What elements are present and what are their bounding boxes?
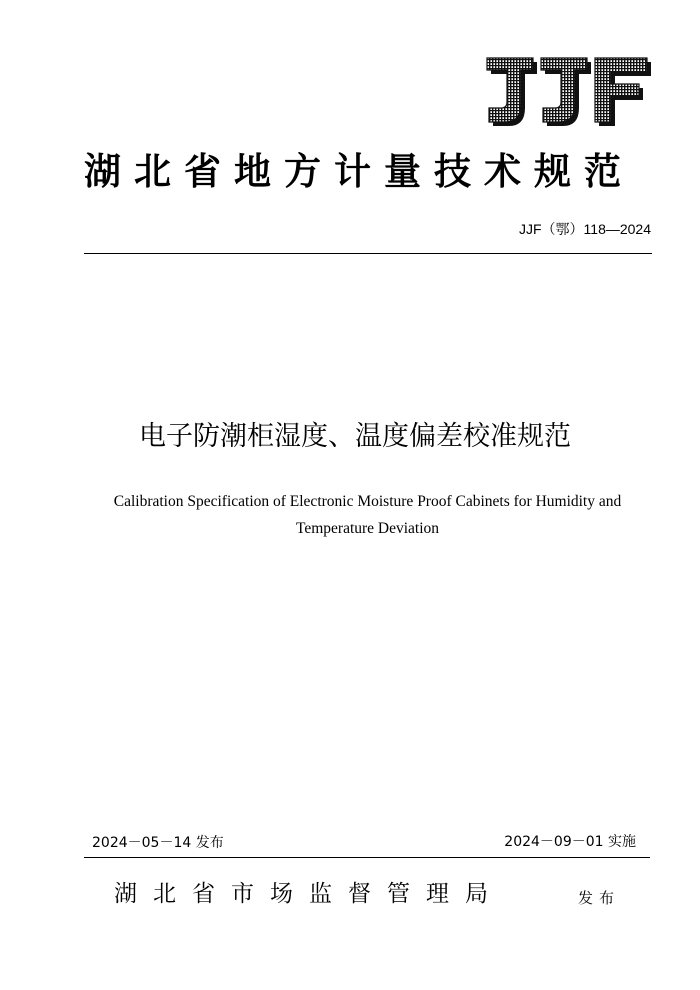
publisher-suffix: 发布 <box>578 889 621 907</box>
document-number: JJF（鄂）118—2024 <box>518 221 651 237</box>
jjf-logo <box>483 56 651 128</box>
publisher-name: 湖北省市场监督管理局 <box>114 881 504 907</box>
issue-date: 2024－05－14 发布 <box>92 835 224 851</box>
jjf-logo-icon <box>483 56 651 128</box>
document-title-english: Calibration Specification of Electronic Moisture Proof Cabinets for Humidity and Temperature Deviation <box>113 493 622 537</box>
effective-date: 2024－09－01 实施 <box>504 834 636 850</box>
bottom-divider <box>84 857 650 858</box>
org-title: 湖北省地方计量技术规范 <box>84 150 634 193</box>
top-divider <box>84 253 652 254</box>
document-title-chinese: 电子防潮柜湿度、温度偏差校准规范 <box>139 421 571 452</box>
